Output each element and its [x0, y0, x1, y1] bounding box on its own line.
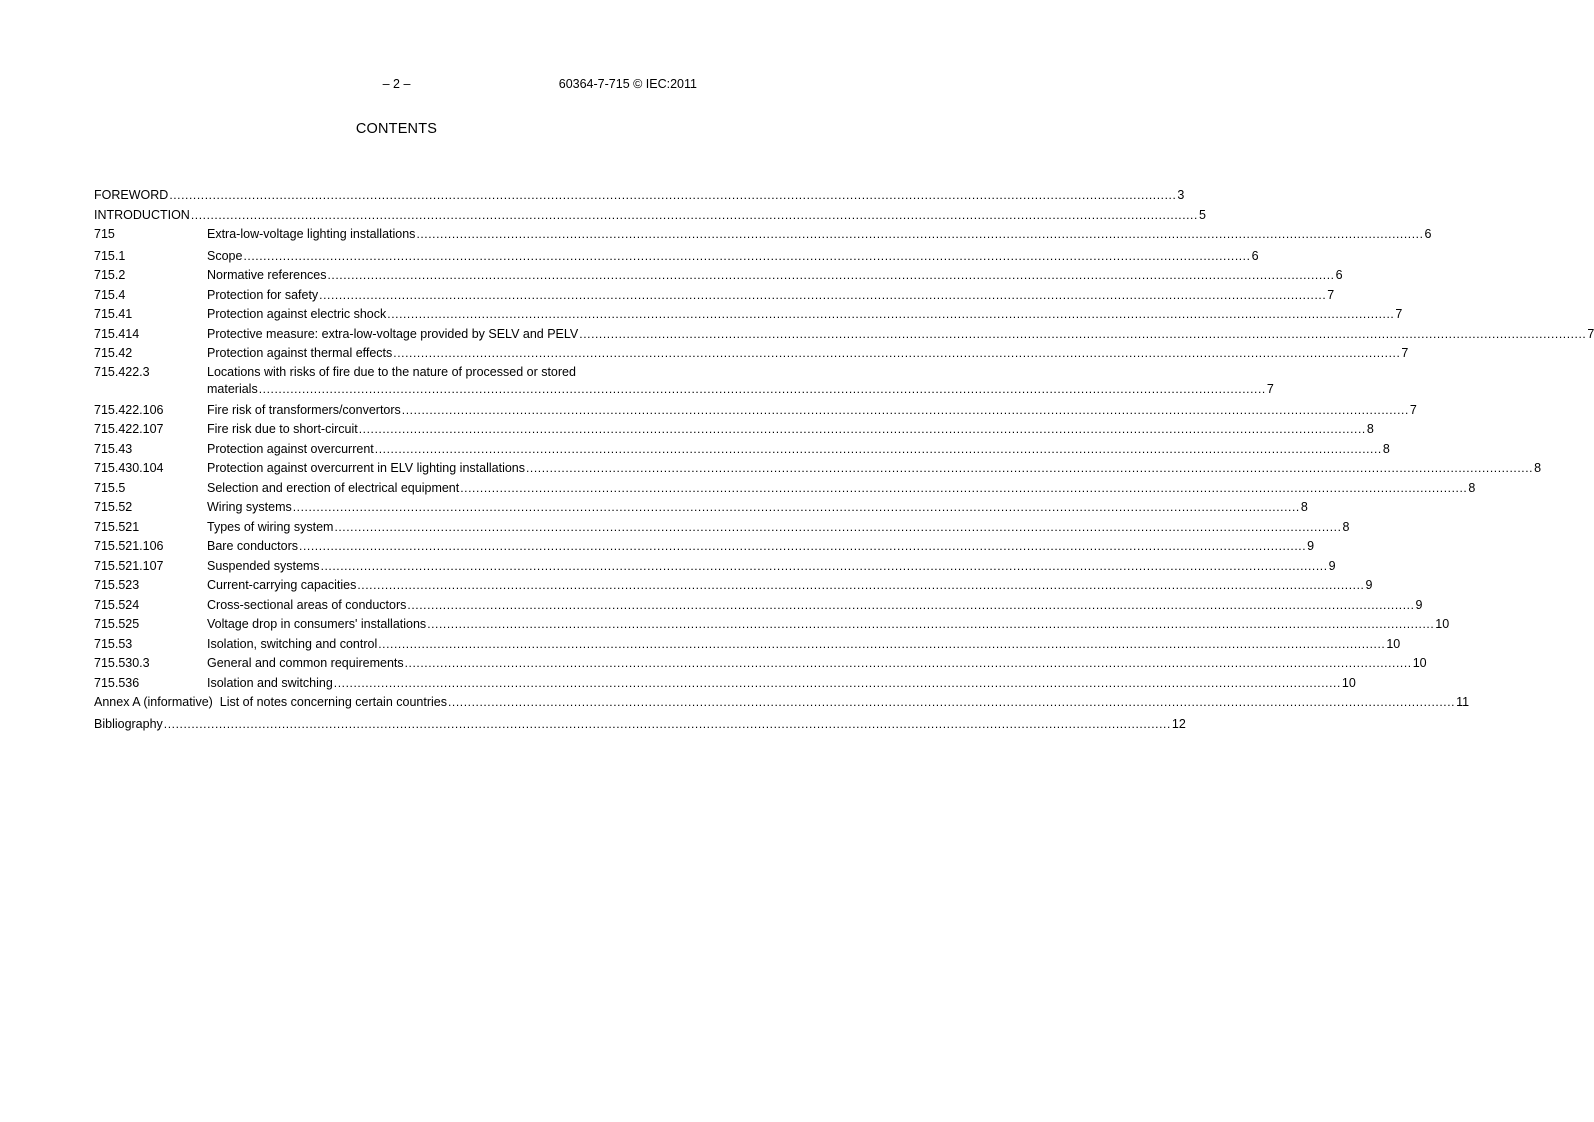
- dot-leader: [299, 537, 1306, 557]
- toc-entry-label: Locations with risks of fire due to the nature of processed or stored: [207, 364, 576, 379]
- toc-entry[interactable]: [94, 440, 1390, 460]
- document-reference: 60364-7-715 © IEC:2011: [558, 77, 697, 91]
- toc-entry-page: 9: [1307, 539, 1315, 553]
- toc-entry-page: 7: [1266, 381, 1274, 396]
- toc-entry[interactable]: [94, 654, 1427, 674]
- toc-entry-page: 9: [1328, 558, 1336, 573]
- dot-leader: [448, 693, 1455, 713]
- dot-leader: [259, 381, 1266, 398]
- dot-leader: [191, 206, 1198, 226]
- dot-leader: [579, 325, 1586, 345]
- dot-leader: [293, 498, 1300, 518]
- dot-leader: [375, 440, 1382, 460]
- toc-entry-label: INTRODUCTION: [94, 207, 190, 222]
- toc-entry-number: 715: [94, 227, 115, 241]
- toc-entry[interactable]: [94, 344, 1409, 364]
- toc-entry[interactable]: [94, 401, 1417, 421]
- toc-entry-page: 12: [1171, 716, 1186, 731]
- toc-entry[interactable]: [94, 518, 1350, 538]
- toc-entry-label: Selection and erection of electrical equipment: [207, 480, 460, 495]
- toc-entry[interactable]: [94, 225, 1432, 245]
- dot-leader: [321, 557, 1328, 577]
- toc-entry-bibliography[interactable]: [94, 715, 1186, 735]
- toc-entry[interactable]: [94, 420, 1374, 440]
- toc-entry-number: 715.521: [94, 519, 140, 534]
- toc-entry-label: Annex A (informative) List of notes concerning certain countries: [94, 695, 447, 709]
- dot-leader: [378, 635, 1385, 655]
- toc-entry-number: 715.521.107: [94, 558, 164, 573]
- toc-entry-label: Bibliography: [94, 716, 163, 731]
- toc-entry-number: 715.52: [94, 500, 133, 514]
- toc-entry-number: 715.41: [94, 307, 133, 321]
- dot-leader: [357, 576, 1364, 596]
- toc-entry-label: Protection against overcurrent: [207, 441, 374, 456]
- toc-entry-label: General and common requirements: [207, 656, 404, 670]
- toc-entry-page: 3: [1177, 188, 1185, 202]
- toc-entry-annex-a[interactable]: [94, 693, 1470, 713]
- dot-leader: [243, 247, 1250, 267]
- toc-entry-number: 715.2: [94, 268, 126, 282]
- toc-entry[interactable]: [94, 576, 1373, 596]
- dot-leader: [319, 286, 1326, 306]
- toc-entry-page: 6: [1335, 268, 1343, 282]
- toc-entry-number: 715.524: [94, 597, 140, 612]
- dot-leader: [402, 401, 1409, 421]
- dot-leader: [387, 305, 1394, 325]
- toc-entry-number: 715.4: [94, 287, 126, 302]
- toc-entry-label: Cross-sectional areas of conductors: [207, 597, 407, 612]
- toc-entry-label: Protection against electric shock: [207, 307, 387, 321]
- toc-entry[interactable]: [94, 635, 1401, 655]
- toc-entry-page: 9: [1415, 597, 1423, 612]
- toc-entry-number: 715.1: [94, 248, 126, 263]
- toc-entry-label: Types of wiring system: [207, 519, 334, 534]
- toc-entry-number: 715.530.3: [94, 656, 150, 670]
- toc-entry-label: Fire risk of transformers/convertors: [207, 402, 401, 417]
- toc-entry[interactable]: [94, 557, 1336, 577]
- toc-entry-foreword[interactable]: [94, 186, 1185, 206]
- toc-entry-label: Suspended systems: [207, 558, 320, 573]
- toc-entry-page: 7: [1401, 346, 1409, 360]
- toc-entry-page: 8: [1468, 480, 1476, 495]
- dot-leader: [334, 674, 1341, 694]
- toc-entry-number: 715.523: [94, 578, 140, 592]
- toc-entry-label: Protection against thermal effects: [207, 346, 393, 360]
- toc-entry-page: 7: [1327, 287, 1335, 302]
- toc-entry-introduction[interactable]: [94, 206, 1206, 226]
- toc-entry-number: 715.422.107: [94, 422, 164, 436]
- toc-entry-page: 8: [1382, 441, 1390, 456]
- page-number: – 2 –: [382, 77, 411, 91]
- toc-entry[interactable]: [94, 286, 1335, 306]
- dot-leader: [164, 715, 1171, 735]
- toc-entry-page: 7: [1587, 326, 1594, 341]
- table-of-contents: [94, 186, 1594, 734]
- toc-entry-number: 715.422.106: [94, 402, 164, 417]
- toc-entry[interactable]: [94, 479, 1476, 499]
- toc-entry-label: Fire risk due to short-circuit: [207, 422, 358, 436]
- toc-entry-label: Protection against overcurrent in ELV lighting installations: [207, 461, 525, 475]
- toc-entry-number: 715.43: [94, 441, 133, 456]
- toc-entry[interactable]: [94, 266, 1343, 286]
- toc-entry-number: 715.521.106: [94, 539, 164, 553]
- toc-entry-page: 10: [1435, 617, 1450, 631]
- toc-entry[interactable]: [94, 305, 1403, 325]
- toc-entry[interactable]: [94, 674, 1356, 694]
- dot-leader: [460, 479, 1467, 499]
- dot-leader: [359, 420, 1366, 440]
- toc-entry-number: 715.422.3: [94, 364, 150, 379]
- toc-entry-number: 715.430.104: [94, 461, 164, 475]
- toc-entry-label-continued: materials: [207, 381, 258, 396]
- toc-entry-label: Isolation and switching: [207, 675, 333, 690]
- toc-entry-number: 715.53: [94, 636, 133, 651]
- toc-entry-page: 10: [1386, 636, 1401, 651]
- toc-entry-number: 715.536: [94, 675, 140, 690]
- toc-entry[interactable]: [94, 247, 1259, 267]
- toc-entry[interactable]: [94, 615, 1450, 635]
- toc-entry-page: 10: [1341, 675, 1356, 690]
- toc-entry-page: 6: [1251, 248, 1259, 263]
- toc-entry-label: Bare conductors: [207, 539, 299, 553]
- toc-entry-page: 8: [1366, 422, 1374, 436]
- toc-entry-label: Scope: [207, 248, 243, 263]
- toc-entry-page: 6: [1424, 227, 1432, 241]
- toc-entry-label: Isolation, switching and control: [207, 636, 378, 651]
- dot-leader: [328, 266, 1335, 286]
- contents-title: CONTENTS: [355, 121, 438, 137]
- toc-entry-page: 8: [1534, 461, 1542, 475]
- toc-entry[interactable]: [94, 537, 1315, 557]
- toc-entry-label: Protective measure: extra-low-voltage provided by SELV and PELV: [207, 326, 579, 341]
- toc-entry-number: 715.414: [94, 326, 140, 341]
- toc-entry-number: 715.525: [94, 617, 140, 631]
- toc-entry-label: Protection for safety: [207, 287, 319, 302]
- toc-entry-label: FOREWORD: [94, 188, 169, 202]
- toc-entry-page: 7: [1395, 307, 1403, 321]
- toc-entry-page: 7: [1409, 402, 1417, 417]
- toc-entry[interactable]: [94, 498, 1308, 518]
- toc-entry-page: 10: [1412, 656, 1427, 670]
- toc-entry[interactable]: [94, 364, 1274, 401]
- toc-entry-page: 8: [1342, 519, 1350, 534]
- toc-entry[interactable]: [94, 596, 1423, 616]
- toc-entry-label: Current-carrying capacities: [207, 578, 357, 592]
- toc-entry-page: 5: [1198, 207, 1206, 222]
- dot-leader: [526, 459, 1533, 479]
- dot-leader: [393, 344, 1400, 364]
- toc-entry-number: 715.5: [94, 480, 126, 495]
- toc-entry-label: Voltage drop in consumers' installations: [207, 617, 427, 631]
- dot-leader: [407, 596, 1414, 616]
- toc-entry-label: Wiring systems: [207, 500, 292, 514]
- dot-leader: [169, 186, 1176, 206]
- dot-leader: [334, 518, 1341, 538]
- toc-entry-number: 715.42: [94, 346, 133, 360]
- dot-leader: [427, 615, 1434, 635]
- toc-entry-page: 9: [1365, 578, 1373, 592]
- toc-entry[interactable]: [94, 325, 1594, 345]
- toc-entry[interactable]: [94, 459, 1542, 479]
- toc-entry-page: 8: [1300, 500, 1308, 514]
- dot-leader: [416, 225, 1423, 245]
- toc-entry-label: Normative references: [207, 268, 327, 282]
- toc-entry-label: Extra-low-voltage lighting installations: [207, 227, 416, 241]
- toc-entry-page: 11: [1456, 695, 1470, 709]
- dot-leader: [405, 654, 1412, 674]
